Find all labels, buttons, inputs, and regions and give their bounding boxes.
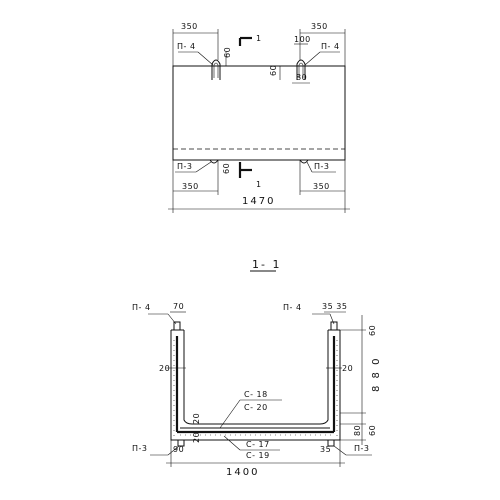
leader [196,162,211,172]
dim-floor-inner: 20 [192,412,201,424]
label-mesh-c19: С- 19 [246,451,270,460]
label-mesh-c20: С- 20 [244,403,268,412]
dim-height-bottom-1: 80 [353,424,362,436]
dim-height-bottom-2: 60 [368,424,377,436]
label-p4-section-right: П- 4 [283,303,302,312]
dim-top-right-offset: 35 35 [322,302,348,311]
leader [168,314,176,324]
cut-label-bottom: 1 [256,180,262,189]
label-p3-section-right: П-3 [354,444,370,453]
dim-bottom-left: 350 [182,182,199,191]
label-p3-section-left: П-3 [132,444,148,453]
dim-height-top: 60 [368,324,377,336]
dim-top-left: 350 [181,22,198,31]
section-title: 1- 1 [252,258,282,271]
dim-loop-width: 100 [294,35,311,44]
dim-overall-plan: 1470 [242,196,276,207]
dim-bottom-right-offset: 35 [320,445,332,454]
dim-height-total: 8 8 0 [371,356,382,392]
dim-wall-left: 20 [159,364,171,373]
dim-bottom-left-offset: 90 [173,445,185,454]
dim-bottom-right: 350 [313,182,330,191]
label-p3-plan-left: П-3 [177,162,193,171]
label-mesh-c17: С- 17 [246,440,270,449]
loop-top-left-inner [214,63,218,78]
label-p4-plan-left: П- 4 [177,42,196,51]
leader [307,162,312,172]
dim-top-left-offset: 70 [173,302,185,311]
label-p4-section-left: П- 4 [132,303,151,312]
dim-loop-gap-left: 60 [223,46,232,58]
label-p4-plan-right: П- 4 [321,42,340,51]
slab-outline [173,66,345,160]
label-mesh-c18: С- 18 [244,390,268,399]
plan-view [168,22,350,213]
dim-bottom-gap: 60 [222,162,231,174]
leader [305,52,320,65]
section-view [132,258,382,478]
label-p3-plan-right: П-3 [314,162,330,171]
cut-label-top: 1 [256,34,262,43]
dim-wall-right: 20 [342,364,354,373]
loop-section-left-icon [174,322,180,330]
leader [198,52,213,65]
dim-top-right: 350 [311,22,328,31]
dim-loop-gap-right: 60 [269,64,278,76]
dim-loop-offset: 80 [296,73,308,82]
leader [224,436,240,450]
dim-overall-section: 1400 [226,467,260,478]
dim-floor-left: 20 [192,431,201,443]
